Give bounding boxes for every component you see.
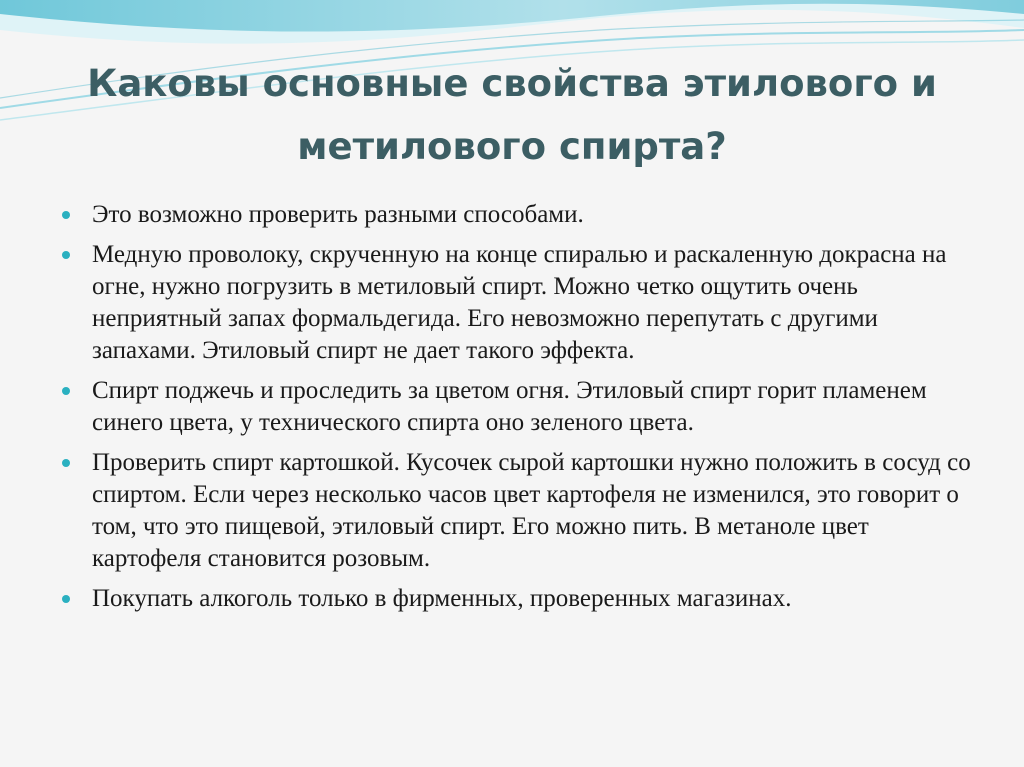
bullet-text: Это возможно проверить разными способами. bbox=[92, 201, 584, 228]
bullet-dot-icon bbox=[62, 211, 70, 219]
bullet-dot-icon bbox=[62, 459, 70, 467]
bullet-item bbox=[60, 583, 980, 615]
bullet-text: Спирт поджечь и проследить за цветом огня. Этиловый спирт горит пламенем синего цвета, у технического спирта оно зеленого цвета. bbox=[92, 377, 927, 436]
bullet-list bbox=[60, 199, 980, 623]
bullet-dot-icon bbox=[62, 387, 70, 395]
bullet-item bbox=[60, 447, 980, 575]
bullet-item bbox=[60, 199, 980, 231]
bullet-text: Покупать алкоголь только в фирменных, проверенных магазинах. bbox=[92, 585, 792, 612]
bullet-dot-icon bbox=[62, 251, 70, 259]
bullet-text: Медную проволоку, скрученную на конце спиралью и раскаленную докрасна на огне, нужно погрузить в метиловый спирт. Можно четко ощутить очень неприятный запах формальдегида. Его невозможно перепутать с другими запахами. Этиловый спирт не дает такого эффекта. bbox=[92, 241, 947, 364]
bullet-item bbox=[60, 239, 980, 367]
bullet-text: Проверить спирт картошкой. Кусочек сырой картошки нужно положить в сосуд со спиртом. Если через несколько часов цвет картофеля не изменился, это говорит о том, что это пищевой, этиловый спирт. Его можно пить. В метаноле цвет картофеля становится розовым. bbox=[92, 449, 971, 572]
slide-title: Каковы основные свойства этилового и метилового спирта? bbox=[87, 62, 937, 168]
bullet-item bbox=[60, 375, 980, 439]
bullet-dot-icon bbox=[62, 595, 70, 603]
